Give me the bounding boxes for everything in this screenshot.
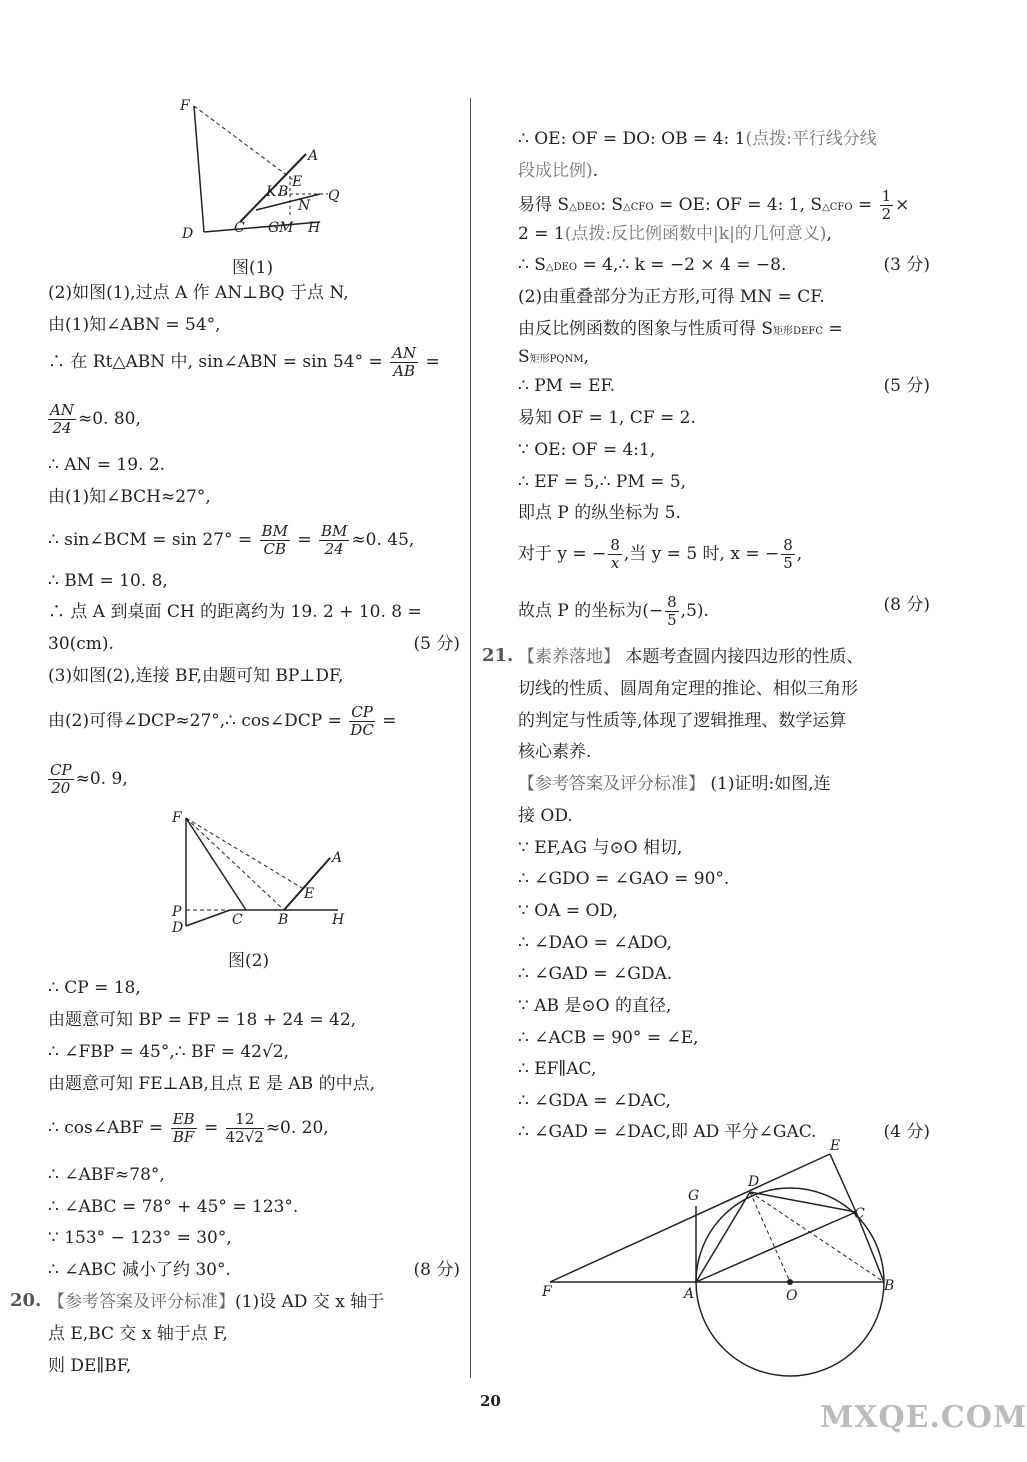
q21-line-3: 的判定与性质等,体现了逻辑推理、数学运算 bbox=[518, 711, 847, 731]
fig1-label-h: H bbox=[308, 220, 321, 236]
left-line-20: ∴ ∠ABC = 78° + 45° = 123°. bbox=[48, 1197, 299, 1217]
q20-line-1: 【参考答案及评分标准】(1)设 AD 交 x 轴于 bbox=[48, 1292, 385, 1312]
right-line-7: 由反比例函数的图象与性质可得 S矩形DEFC = bbox=[518, 319, 843, 339]
fig3-label-e: E bbox=[830, 1138, 841, 1154]
fig1-label-n: N bbox=[298, 198, 311, 214]
right-line-11: ∵ OE: OF = 4:1, bbox=[518, 440, 656, 460]
left-line-8: ∴ BM = 10. 8, bbox=[48, 571, 168, 591]
frac-cp-dc: $\frac{CP}{DC}$ bbox=[350, 703, 374, 739]
frac-8-5b: $\frac{8}{5}$ bbox=[667, 593, 677, 629]
hint-k: (点拨:反比例函数中|k|的几何意义) bbox=[564, 224, 827, 244]
q21-line-9: ∵ OA = OD, bbox=[518, 901, 618, 921]
left-line-10: 30(cm). (5 分) bbox=[48, 634, 460, 654]
right-line-9: ∴ PM = EF. (5 分) bbox=[518, 376, 930, 396]
fig2-label-d: D bbox=[172, 920, 184, 936]
fig3-label-c: C bbox=[854, 1206, 865, 1222]
right-line-8: S矩形PQNM, bbox=[518, 347, 589, 367]
right-line-1: ∴ OE: OF = DO: OB = 4: 1(点拨:平行线分线 bbox=[518, 129, 877, 149]
frac-an-ab: $\frac{AN}{AB}$ bbox=[392, 344, 417, 380]
left-line-15: 由题意可知 BP = FP = 18 + 24 = 42, bbox=[48, 1010, 357, 1030]
q21-tag2: 【参考答案及评分标准】 bbox=[518, 774, 705, 794]
score-5r: (5 分) bbox=[883, 376, 930, 396]
fig3-label-o: O bbox=[786, 1288, 798, 1304]
q21-line-15: ∴ ∠GDA = ∠DAC, bbox=[518, 1091, 671, 1111]
frac-8-5: $\frac{8}{5}$ bbox=[783, 536, 793, 572]
score-8r: (8 分) bbox=[883, 595, 930, 615]
right-line-6: (2)由重叠部分为正方形,可得 MN = CF. bbox=[518, 287, 825, 307]
score-8: (8 分) bbox=[413, 1260, 460, 1280]
fig2-label-a: A bbox=[332, 850, 343, 866]
question-21-number: 21. bbox=[482, 645, 514, 666]
figure-2 bbox=[168, 808, 388, 938]
q21-line-6: 接 OD. bbox=[518, 806, 573, 826]
q21-line-16: ∴ ∠GAD = ∠DAC,即 AD 平分∠GAC. (4 分) bbox=[518, 1122, 930, 1142]
frac-an-24: $\frac{AN}{24}$ bbox=[50, 401, 74, 437]
left-line-12: 由(2)可得∠DCP≈27°,∴ cos∠DCP = $\frac{CP}{DC}$ = bbox=[48, 703, 397, 739]
left-line-7: ∴ sin∠BCM = sin 27° = $\frac{BM}{CB}$ = $\frac{BM}{24}$ ≈0. 45, bbox=[48, 522, 415, 558]
question-20-number: 20. bbox=[10, 1290, 42, 1311]
q21-tag: 【素养落地】 bbox=[518, 647, 620, 667]
right-line-10: 易知 OF = 1, CF = 2. bbox=[518, 408, 696, 428]
left-line-21: ∵ 153° − 123° = 30°, bbox=[48, 1228, 232, 1248]
fig2-label-b: B bbox=[278, 912, 289, 928]
frac-bm-cb: $\frac{BM}{CB}$ bbox=[261, 522, 288, 558]
left-line-11: (3)如图(2),连接 BF,由题可知 BP⊥DF, bbox=[48, 666, 344, 686]
fig1-label-q: Q bbox=[328, 188, 340, 204]
fig1-label-k: K bbox=[266, 184, 277, 200]
left-line-18: ∴ cos∠ABF = $\frac{EB}{BF}$ = $\frac{12}{42√2}$ ≈0. 20, bbox=[48, 1110, 329, 1146]
left-line-4: $\frac{AN}{24}$ ≈0. 80, bbox=[50, 401, 141, 437]
figure-1 bbox=[178, 98, 378, 248]
frac-8-x: $\frac{8}{x}$ bbox=[610, 536, 620, 572]
left-line-1: (2)如图(1),过点 A 作 AN⊥BQ 于点 N, bbox=[48, 283, 349, 303]
frac-1-2: $\frac{1}{2}$ bbox=[881, 187, 892, 223]
fig3-label-d: D bbox=[748, 1174, 760, 1190]
fig1-label-f: F bbox=[180, 98, 190, 114]
left-line-13: $\frac{CP}{20}$ ≈0. 9, bbox=[50, 761, 128, 797]
right-line-15: 故点 P 的坐标为(− $\frac{8}{5}$ ,5). (8 分) bbox=[518, 593, 930, 629]
fig3-label-f: F bbox=[542, 1284, 552, 1300]
fig2-label-p: P bbox=[172, 904, 182, 920]
frac-cp-20: $\frac{CP}{20}$ bbox=[50, 761, 72, 797]
fig1-label-e: E bbox=[292, 174, 303, 190]
right-line-5: ∴ S△DEO = 4,∴ k = −2 × 4 = −8. (3 分) bbox=[518, 255, 930, 275]
fig1-label-c: C bbox=[234, 220, 245, 236]
q21-line-13: ∴ ∠ACB = 90° = ∠E, bbox=[518, 1028, 699, 1048]
right-line-13: 即点 P 的纵坐标为 5. bbox=[518, 503, 681, 523]
right-line-14: 对于 y = − $\frac{8}{x}$ ,当 y = 5 时, x = − $\frac{8}{5}$ , bbox=[518, 536, 803, 572]
frac-bm-24: $\frac{BM}{24}$ bbox=[321, 522, 348, 558]
q20-line-3: 则 DE∥BF, bbox=[48, 1356, 132, 1376]
score-3: (3 分) bbox=[883, 255, 930, 275]
left-line-5: ∴ AN = 19. 2. bbox=[48, 455, 166, 475]
left-line-6: 由(1)知∠BCH≈27°, bbox=[48, 487, 211, 507]
q21-line-4: 核心素养. bbox=[518, 742, 592, 762]
fig1-label-a: A bbox=[308, 148, 319, 164]
page-number: 20 bbox=[480, 1392, 501, 1410]
fig3-label-g: G bbox=[688, 1188, 700, 1204]
fig3-label-b: B bbox=[884, 1278, 895, 1294]
column-divider bbox=[470, 98, 471, 1378]
q21-line-10: ∴ ∠DAO = ∠ADO, bbox=[518, 933, 672, 953]
q21-line-8: ∴ ∠GDO = ∠GAO = 90°. bbox=[518, 869, 730, 889]
score-4: (4 分) bbox=[883, 1122, 930, 1142]
q21-line-1: 【素养落地】 本题考查圆内接四边形的性质、 bbox=[518, 647, 864, 667]
left-line-2: 由(1)知∠ABN = 54°, bbox=[48, 315, 221, 335]
left-line-3: ∴ 在 Rt△ABN 中, sin∠ABN = sin 54° = $\frac{AN}{AB}$ = bbox=[48, 344, 440, 380]
q21-line-5: 【参考答案及评分标准】 (1)证明:如图,连 bbox=[518, 774, 831, 794]
right-line-12: ∴ EF = 5,∴ PM = 5, bbox=[518, 472, 687, 492]
q21-line-2: 切线的性质、圆周角定理的推论、相似三角形 bbox=[518, 679, 858, 699]
frac-eb-bf: $\frac{EB}{BF}$ bbox=[172, 1110, 195, 1146]
fig2-label-c: C bbox=[232, 912, 243, 928]
hint-parallel: (点拨:平行线分线 bbox=[745, 129, 877, 149]
q21-line-11: ∴ ∠GAD = ∠GDA. bbox=[518, 964, 673, 984]
left-line-16: ∴ ∠FBP = 45°,∴ BF = 42√2, bbox=[48, 1042, 290, 1062]
left-line-19: ∴ ∠ABF≈78°, bbox=[48, 1165, 165, 1185]
figure-3 bbox=[538, 1140, 908, 1380]
fig1-label-d: D bbox=[182, 226, 194, 242]
q20-line-2: 点 E,BC 交 x 轴于点 F, bbox=[48, 1324, 228, 1344]
fig1-label-gm: GM bbox=[268, 220, 294, 236]
fig1-caption: 图(1) bbox=[232, 258, 274, 278]
fig3-label-a: A bbox=[684, 1286, 695, 1302]
watermark: MXQE.COM bbox=[820, 1400, 1027, 1435]
right-line-3: 易得 S△DEO: S△CFO = OE: OF = 4: 1, S△CFO = $\frac{1}{2}$ × bbox=[518, 187, 910, 223]
q21-line-12: ∵ AB 是⊙O 的直径, bbox=[518, 996, 672, 1016]
q21-line-7: ∵ EF,AG 与⊙O 相切, bbox=[518, 838, 683, 858]
fig1-label-b: B bbox=[278, 184, 289, 200]
fig2-caption: 图(2) bbox=[228, 951, 270, 971]
q21-line-14: ∴ EF∥AC, bbox=[518, 1059, 597, 1079]
fig2-label-e: E bbox=[304, 886, 315, 902]
left-line-17: 由题意可知 FE⊥AB,且点 E 是 AB 的中点, bbox=[48, 1074, 375, 1094]
fig2-label-f: F bbox=[172, 810, 182, 826]
score-5: (5 分) bbox=[413, 634, 460, 654]
q20-tag: 【参考答案及评分标准】 bbox=[48, 1292, 235, 1312]
right-line-2: 段成比例). bbox=[518, 161, 599, 181]
frac-12-42r2: $\frac{12}{42√2}$ bbox=[225, 1110, 264, 1146]
fig2-label-h: H bbox=[332, 912, 345, 928]
left-line-9: ∴ 点 A 到桌面 CH 的距离约为 19. 2 + 10. 8 = bbox=[48, 602, 422, 622]
right-line-4: 2 = 1(点拨:反比例函数中|k|的几何意义), bbox=[518, 224, 832, 244]
left-line-22: ∴ ∠ABC 减小了约 30°. (8 分) bbox=[48, 1260, 460, 1280]
left-line-14: ∴ CP = 18, bbox=[48, 978, 141, 998]
